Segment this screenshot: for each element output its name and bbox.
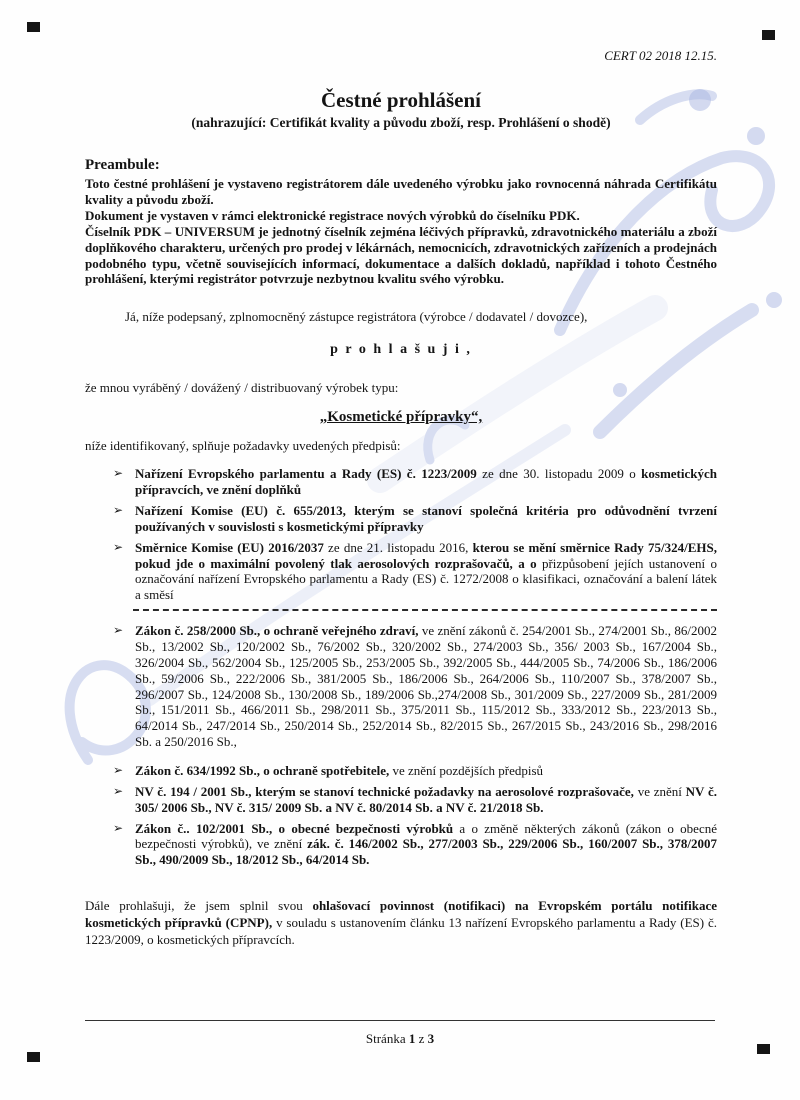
regulation-text	[135, 821, 717, 868]
declaration-verb: p r o h l a š u j i ,	[330, 342, 472, 358]
text-segment: Nařízení Evropského parlamentu a Rady (ES) č. 1223/2009	[135, 466, 477, 482]
text-segment: 1	[408, 1031, 416, 1046]
declarant-intro-line: Já, níže podepsaný, zplnomocněný zástupce registrátora (výrobce / dodavatel / dovozce),	[125, 309, 588, 325]
regulation-text	[135, 503, 717, 534]
text-segment: v souladu s ustanovením článku 13 nařízení Evropského parlamentu a Rady (ES) č. 1223/2009, o kosmetických přípravcích.	[85, 915, 717, 947]
product-name: „Kosmetické přípravky“,	[319, 409, 483, 426]
text-segment: Směrnice Komise (EU) 2016/2037	[135, 539, 324, 555]
preambule-heading: Preambule:	[85, 156, 160, 173]
footer-rule	[85, 1020, 715, 1021]
arrow-bullet-icon: ➢	[113, 539, 124, 554]
preambule-paragraph-2: Dokument je vystaven v rámci elektronické registrace nových výrobků do číselníku PDK.	[85, 207, 580, 223]
regulation-text	[135, 784, 717, 815]
arrow-bullet-icon: ➢	[113, 783, 124, 798]
text-segment: ze dne 21. listopadu 2016,	[323, 539, 473, 555]
text-segment: Dále prohlašuji, že jsem splnil svou	[85, 898, 313, 914]
arrow-bullet-icon: ➢	[113, 623, 124, 638]
text-segment: ohlašovací povinnost (notifikaci) na Evropském portálu notifikace kosmetických přípravků (CPNP),	[85, 898, 717, 930]
text-segment: kterou se mění směrnice Rady 75/324/EHS, pokud jde o maximální povolený tlak aerosolových rozprašovačů, a o	[135, 539, 717, 571]
notification-closing-paragraph	[85, 898, 717, 949]
corner-registration-mark-top-left	[27, 22, 40, 32]
regulation-item	[85, 540, 717, 603]
document-code: CERT 02 2018 12.15.	[604, 48, 717, 63]
product-type-line: že mnou vyráběný / dovážený / distribuovaný výrobek typu:	[85, 380, 399, 396]
page-number	[0, 1031, 800, 1047]
text-segment: Stránka	[365, 1031, 409, 1046]
regulation-item	[85, 784, 717, 816]
corner-registration-mark-top-right	[762, 30, 775, 40]
text-segment: zák. č. 146/2002 Sb., 277/2003 Sb., 229/2006 Sb., 160/2007 Sb., 378/2007 Sb., 490/2009 Sb., 18/2012 Sb., 64/2014 Sb.	[135, 836, 718, 868]
arrow-bullet-icon: ➢	[113, 762, 124, 777]
regulation-item	[85, 466, 717, 498]
document-content	[85, 0, 717, 949]
regulation-item	[85, 623, 717, 750]
arrow-bullet-icon: ➢	[113, 502, 124, 517]
text-segment: z	[415, 1031, 428, 1046]
text-segment: kosmetických přípravcích, ve znění doplňků	[135, 466, 717, 498]
text-segment: Zákon č. 258/2000 Sb., o ochraně veřejného zdraví,	[135, 623, 419, 639]
compliance-line: níže identifikovaný, splňuje požadavky uvedených předpisů:	[85, 438, 401, 454]
text-segment: 3	[427, 1031, 435, 1046]
eu-regulations-list	[85, 466, 717, 603]
text-segment: Zákon č. 634/1992 Sb., o ochraně spotřebitele,	[135, 762, 390, 778]
text-segment: Zákon č.. 102/2001 Sb., o obecné bezpečnosti výrobků	[135, 820, 454, 836]
text-segment: ve znění zákonů č. 254/2001 Sb., 274/2001 Sb., 86/2002 Sb., 13/2002 Sb., 120/2002 Sb., 76/2002 Sb., 320/2002 Sb., 274/2003 Sb., 356/ 2003 Sb., 167/2004 Sb., 326/2004 Sb., 562/2004 Sb., 125/2005 Sb., 253/2005 Sb., 392/2005 Sb., 444/2005 Sb., 74/2006 Sb., 186/2006 Sb., 59/2006 Sb., 222/2006 Sb., 381/2005 Sb., 186/2006 Sb., 264/2006 Sb., 110/2007 Sb., 378/2007 Sb., 296/2007 Sb., 124/2008 Sb., 130/2008 Sb., 189/2006 Sb.,274/2008 Sb., 301/2009 Sb., 227/2009 Sb., 281/2009 Sb., 151/2011 Sb., 466/2011 Sb., 298/2011 Sb., 375/2011 Sb., 115/2012 Sb., 333/2012 Sb., 223/2013 Sb., 64/2014 Sb., 247/2014 Sb., 250/2014 Sb., 252/2014 Sb., 82/2015 Sb., 267/2015 Sb., 243/2016 Sb., 298/2016 Sb. a 250/2016 Sb.,	[135, 623, 717, 750]
preambule-paragraph-1: Toto čestné prohlášení je vystaveno registrátorem dále uvedeného výrobku jako rovnocenná náhrada Certifikátu kvality a původu zboží.	[85, 176, 717, 208]
text-segment: ve znění	[633, 783, 686, 799]
regulation-item	[85, 503, 717, 535]
regulation-item	[85, 763, 717, 779]
document-subtitle: (nahrazující: Certifikát kvality a původu zboží, resp. Prohlášení o shodě)	[191, 115, 611, 131]
text-segment: a o změně některých zákonů (zákon o obecné bezpečnosti výrobků), ve znění	[135, 820, 717, 852]
dashed-separator	[133, 609, 717, 611]
text-segment: Nařízení Komise (EU) č. 655/2013, kterým se stanoví společná kritéria pro odůvodnění tvrzení používaných v souvislosti s kosmetickými přípravky	[135, 502, 717, 534]
regulation-text	[135, 763, 543, 778]
text-segment: ze dne 30. listopadu 2009 o	[476, 466, 642, 482]
regulation-text	[135, 466, 717, 497]
cz-regulations-list	[85, 623, 717, 868]
text-segment: přizpůsobení jejích ustanovení o označování nařízení Evropského parlamentu a Rady (ES) č. 1272/2008 o klasifikaci, označování a balení látek a směsí	[135, 555, 718, 603]
regulation-text	[135, 540, 717, 603]
text-segment: NV č. 305/ 2006 Sb., NV č. 315/ 2009 Sb. a NV č. 80/2014 Sb. a NV č. 21/2018 Sb.	[135, 783, 718, 815]
preambule-paragraph-3: Číselník PDK – UNIVERSUM je jednotný číselník zejména léčivých přípravků, zdravotnického materiálu a zboží doplňkového charakteru, určených pro prodej v lékárnách, nemocnicích, zdravotnických zařízeních a prodejnách podobného typu, včetně souvisejících informací, dokumentace a dalších dokladů, například i tohoto Čestného prohlášení, kterými registrátor potvrzuje nezbytnou kvalitu svého výrobku.	[85, 223, 717, 287]
corner-registration-mark-bottom-left	[27, 1052, 40, 1062]
text-segment: ve znění pozdějších předpisů	[389, 762, 544, 778]
document-title: Čestné prohlášení	[320, 87, 482, 112]
regulation-text	[135, 623, 717, 749]
text-segment: NV č. 194 / 2001 Sb., kterým se stanoví technické požadavky na aerosolové rozprašovače,	[135, 783, 634, 799]
arrow-bullet-icon: ➢	[113, 466, 124, 481]
regulation-item	[85, 821, 717, 869]
arrow-bullet-icon: ➢	[113, 820, 124, 835]
